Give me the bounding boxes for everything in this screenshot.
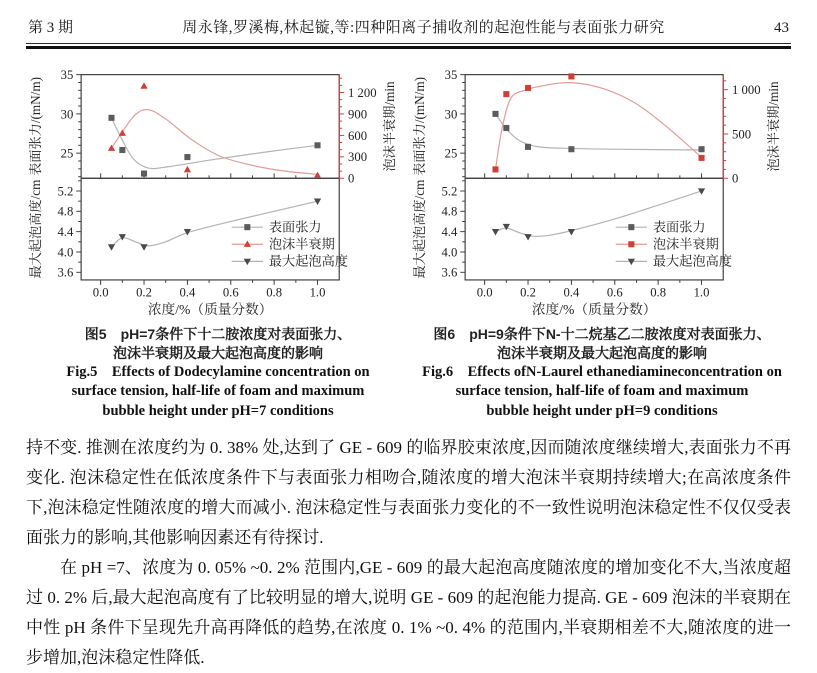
svg-text:0.2: 0.2 <box>520 285 536 300</box>
figure6-caption-en-line3: bubble height under pH=9 conditions <box>486 402 718 419</box>
svg-text:0.6: 0.6 <box>222 285 239 300</box>
svg-text:最大起泡高度: 最大起泡高度 <box>652 253 732 269</box>
figure5-block <box>26 59 410 421</box>
svg-text:泡沫半衰期/min: 泡沫半衰期/min <box>381 81 397 172</box>
svg-text:表面张力: 表面张力 <box>268 219 322 235</box>
header-rule-thick <box>26 46 791 49</box>
figure6-block <box>410 59 794 421</box>
svg-text:最大起泡高度/cm: 最大起泡高度/cm <box>28 179 44 279</box>
figure6-caption-en-line2: surface tension, half-life of foam and maximum <box>455 383 749 400</box>
figure6-caption-en-line1: Fig.6 Effects ofN-Laurel ethanediamineconcentration on <box>422 363 782 380</box>
svg-text:最大起泡高度: 最大起泡高度 <box>268 253 348 269</box>
svg-text:表面张力/(mN/m): 表面张力/(mN/m) <box>28 77 44 176</box>
figure5-caption-cn-line1: 图5 pH=7条件下十二胺浓度对表面张力、 <box>84 326 352 342</box>
svg-text:0.2: 0.2 <box>136 285 152 300</box>
svg-text:5.2: 5.2 <box>441 184 458 199</box>
svg-text:1 200: 1 200 <box>348 85 377 100</box>
body-text <box>26 433 791 673</box>
svg-text:35: 35 <box>60 68 74 83</box>
figure5-caption-en-line3: bubble height under pH=7 conditions <box>102 402 334 419</box>
svg-text:30: 30 <box>60 107 74 122</box>
svg-text:4.0: 4.0 <box>441 245 458 260</box>
header-rule-thin <box>26 43 791 44</box>
svg-text:4.0: 4.0 <box>57 245 74 260</box>
figures-row <box>26 59 791 421</box>
svg-text:最大起泡高度/cm: 最大起泡高度/cm <box>412 179 428 279</box>
svg-text:300: 300 <box>348 150 368 165</box>
svg-text:4.4: 4.4 <box>441 225 458 240</box>
svg-text:0.8: 0.8 <box>650 285 667 300</box>
svg-text:3.6: 3.6 <box>57 265 74 280</box>
svg-text:0.0: 0.0 <box>476 285 493 300</box>
figure6-caption <box>422 325 782 421</box>
svg-text:泡沫半衰期: 泡沫半衰期 <box>652 236 719 252</box>
svg-text:4.8: 4.8 <box>441 204 458 219</box>
svg-text:35: 35 <box>444 68 458 83</box>
svg-text:0.4: 0.4 <box>563 285 580 300</box>
figure6-chart <box>410 59 794 321</box>
figure5-caption-cn-line2: 泡沫半衰期及最大起泡高度的影响 <box>113 344 323 361</box>
svg-text:0.8: 0.8 <box>266 285 283 300</box>
svg-text:4.4: 4.4 <box>57 225 74 240</box>
figure6-caption-cn-line2: 泡沫半衰期及最大起泡高度的影响 <box>497 344 707 361</box>
svg-text:泡沫半衰期: 泡沫半衰期 <box>268 236 335 252</box>
page-header <box>26 14 791 43</box>
svg-text:25: 25 <box>444 146 458 161</box>
figure5-chart <box>26 59 410 321</box>
svg-text:1 000: 1 000 <box>732 83 761 98</box>
svg-text:4.8: 4.8 <box>57 204 74 219</box>
svg-text:表面张力: 表面张力 <box>652 219 706 235</box>
svg-text:表面张力/(mN/m): 表面张力/(mN/m) <box>412 77 428 176</box>
svg-text:浓度/%（质量分数）: 浓度/%（质量分数） <box>531 302 657 318</box>
svg-text:0: 0 <box>732 171 739 186</box>
svg-text:600: 600 <box>348 128 368 143</box>
issue-number: 第 3 期 <box>28 20 74 36</box>
page-number: 43 <box>774 20 789 36</box>
svg-text:0: 0 <box>348 171 355 186</box>
svg-text:1.0: 1.0 <box>309 285 326 300</box>
svg-text:500: 500 <box>732 127 752 142</box>
figure5-caption <box>66 325 369 421</box>
figure5-caption-en-line2: surface tension, half-life of foam and maximum <box>71 383 365 400</box>
svg-text:1.0: 1.0 <box>693 285 710 300</box>
svg-text:5.2: 5.2 <box>57 184 74 199</box>
running-title: 周永锋,罗溪梅,林起镟,等:四种阳离子捕收剂的起泡性能与表面张力研究 <box>182 20 665 36</box>
svg-text:30: 30 <box>444 107 458 122</box>
svg-text:3.6: 3.6 <box>441 265 458 280</box>
svg-text:浓度/%（质量分数）: 浓度/%（质量分数） <box>147 302 273 318</box>
figure5-caption-en-line1: Fig.5 Effects of Dodecylamine concentration on <box>66 363 370 380</box>
svg-text:泡沫半衰期/min: 泡沫半衰期/min <box>765 81 781 172</box>
svg-text:0.4: 0.4 <box>179 285 196 300</box>
svg-text:900: 900 <box>348 107 368 122</box>
svg-text:0.0: 0.0 <box>92 285 109 300</box>
svg-text:25: 25 <box>60 146 74 161</box>
paragraph-1: 持不变. 推测在浓度约为 0. 38% 处,达到了 GE - 609 的临界胶束浓度,因而随浓度继续增大,表面张力不再变化. 泡沫稳定性在低浓度条件下与表面张力相吻合,随浓度的增大泡沫半衰期持续增大;在高浓度条件下,泡沫稳定性随浓度的增大而减小. 泡沫稳定性与表面张力变化的不一致性说明泡沫稳定性不仅仅受表面张力的影响,其他影响因素还有待探讨. <box>26 438 791 548</box>
figure6-caption-cn-line1: 图6 pH=9条件下N-十二烷基乙二胺浓度对表面张力、 <box>433 326 771 342</box>
svg-text:0.6: 0.6 <box>606 285 623 300</box>
paragraph-2: 在 pH =7、浓度为 0. 05% ~0. 2% 范围内,GE - 609 的最大起泡高度随浓度的增加变化不大,当浓度超过 0. 2% 后,最大起泡高度有了比较明显的增大,说明 GE - 609 的起泡能力提高. GE - 609 泡沫的半衰期在中性 pH 条件下呈现先升高再降低的趋势,在浓度 0. 1% ~0. 4% 的范围内,半衰期相差不大,随浓度的进一步增加,泡沫稳定性降低. <box>26 558 791 668</box>
